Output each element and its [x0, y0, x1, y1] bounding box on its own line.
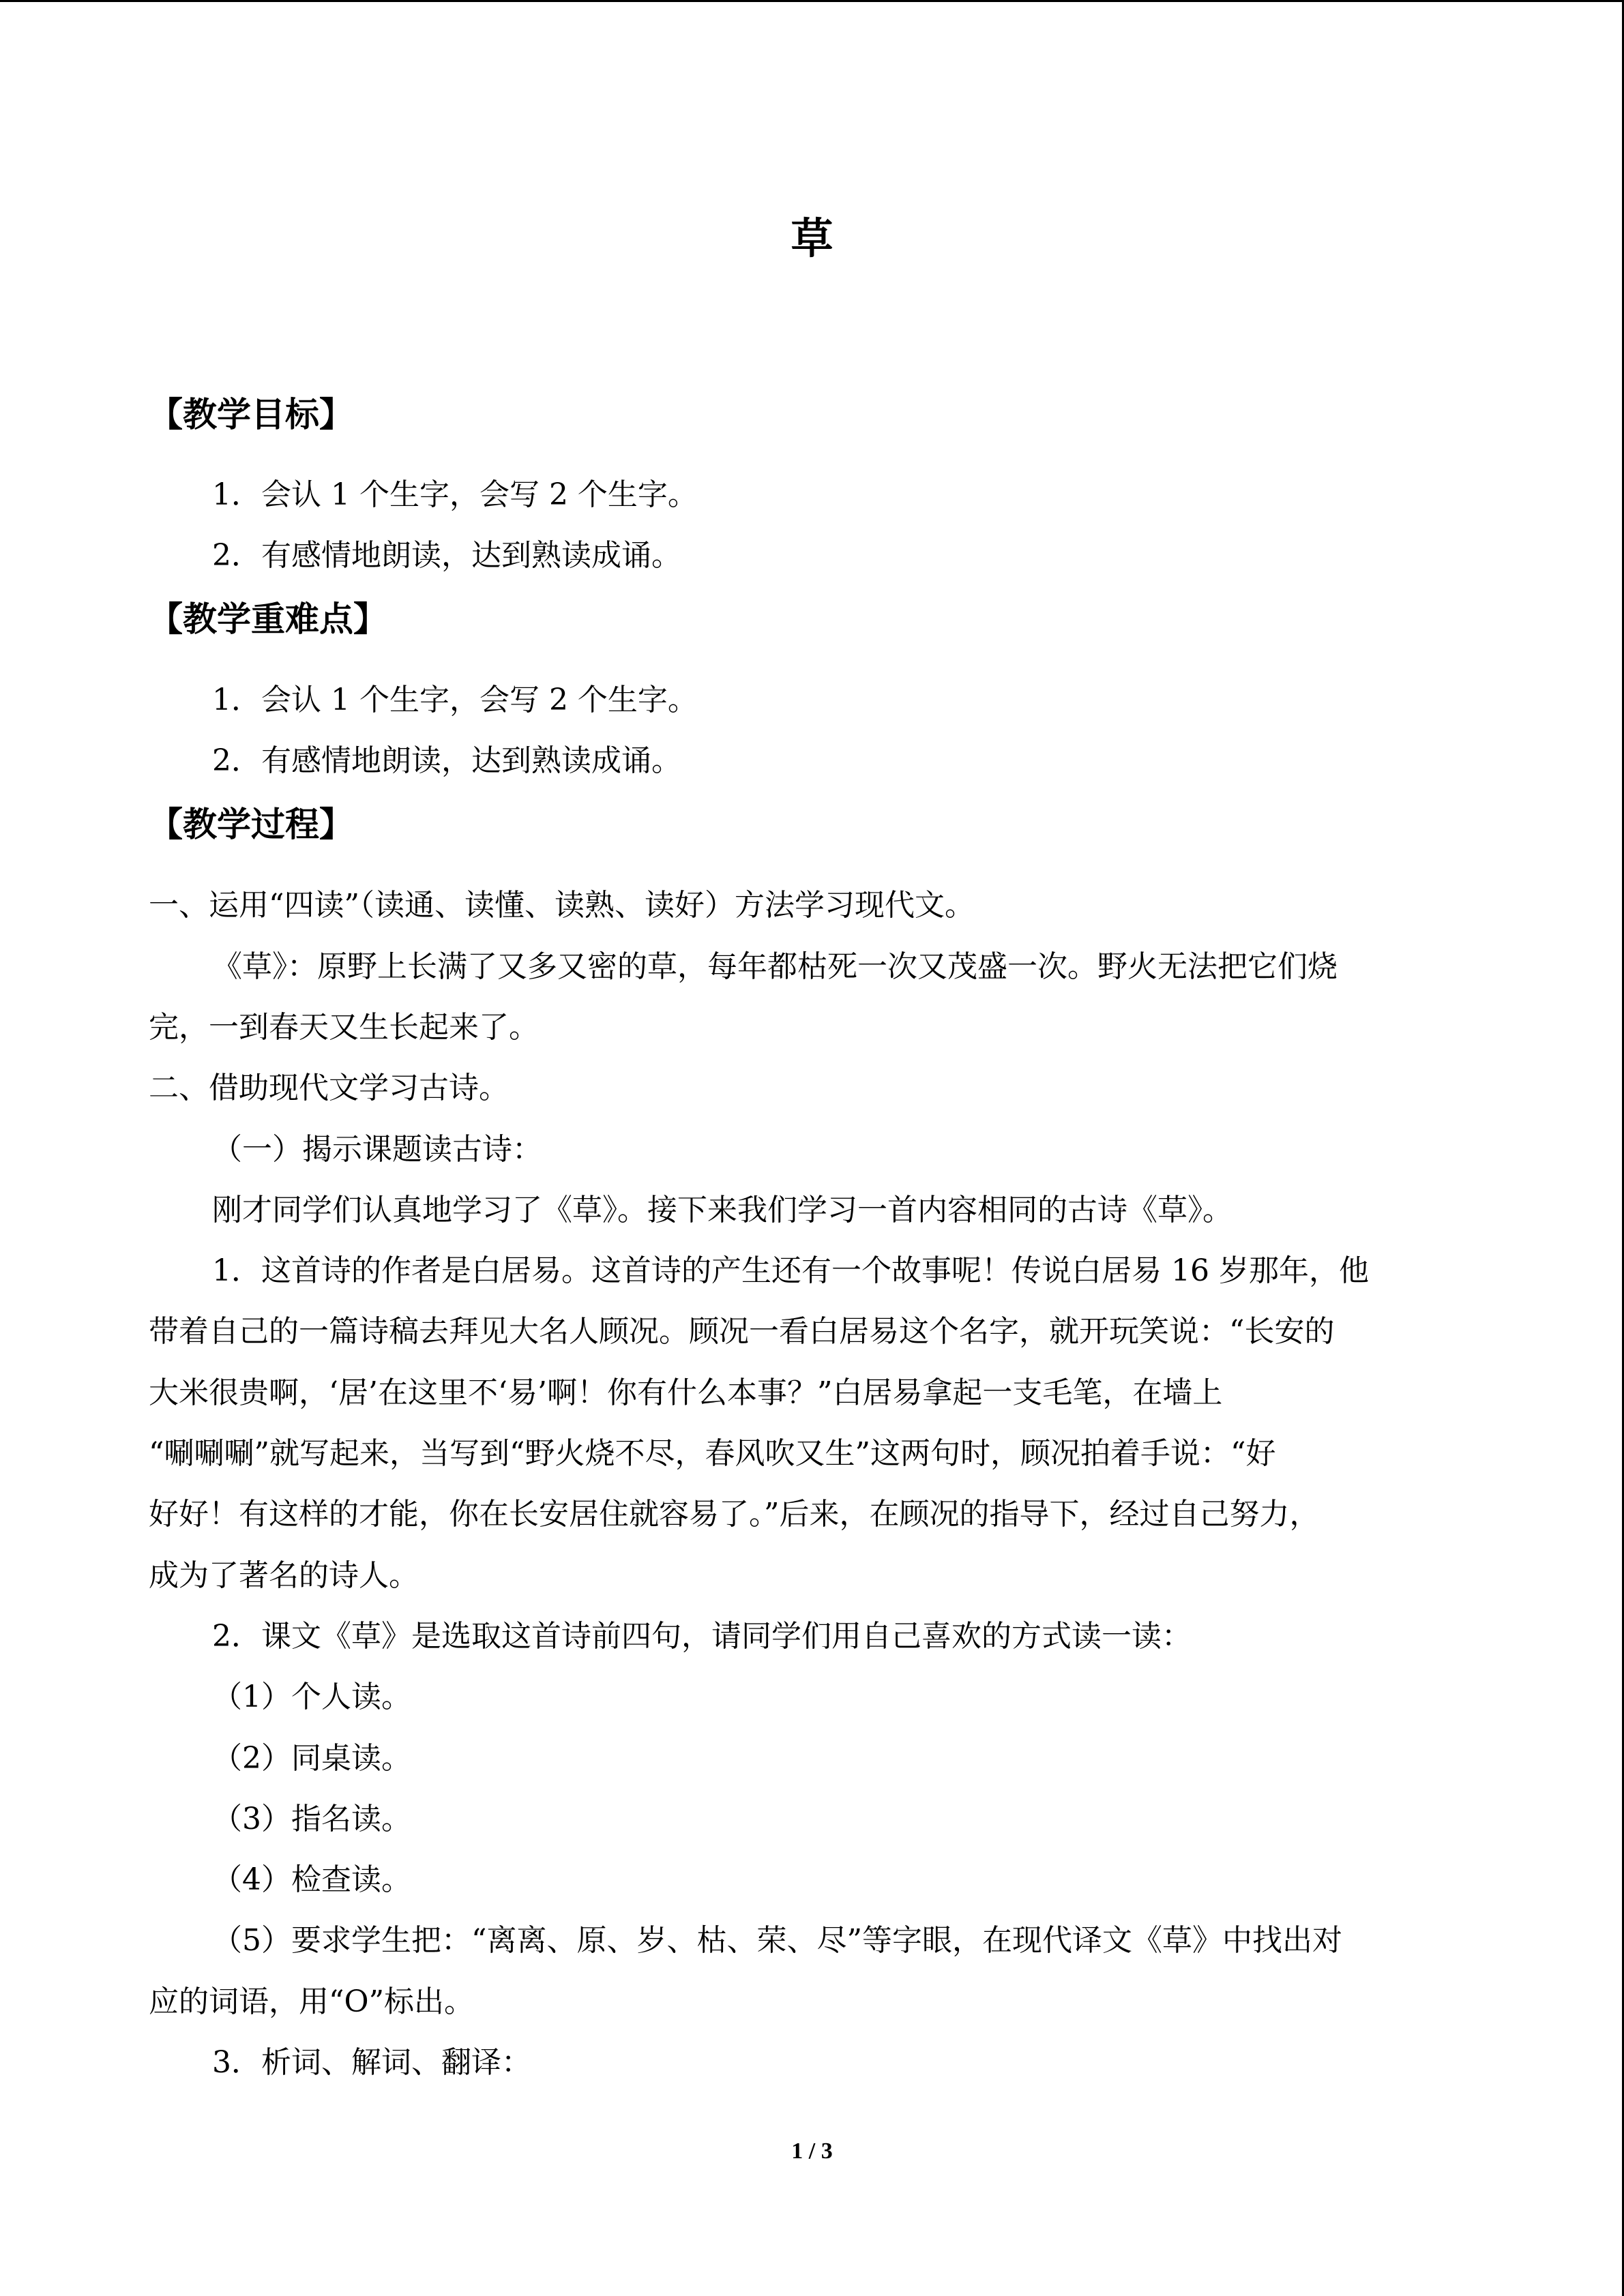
process-line: 好好！有这样的才能，你在长安居住就容易了。”后来，在顾况的指导下，经过自己努力，: [149, 1497, 1320, 1532]
objective-item: 1．会认 1 个生字，会写 2 个生字。: [212, 477, 698, 512]
process-line: 二、借助现代文学习古诗。: [149, 1071, 509, 1105]
key-point-item: 1．会认 1 个生字，会写 2 个生字。: [212, 683, 698, 717]
process-line: 1．这首诗的作者是白居易。这首诗的产生还有一个故事呢！传说白居易 16 岁那年，他: [212, 1253, 1369, 1288]
process-line: 完，一到春天又生长起来了。: [149, 1010, 539, 1045]
process-line: 《草》：原野上长满了又多又密的草，每年都枯死一次又茂盛一次。野火无法把它们烧: [212, 949, 1338, 984]
page-number: 1 / 3: [791, 2138, 833, 2164]
process-line: 带着自己的一篇诗稿去拜见大名人顾况。顾况一看白居易这个名字，就开玩笑说：“长安的: [149, 1314, 1335, 1349]
section-heading-key-points: 【教学重难点】: [149, 599, 387, 639]
process-line: 成为了著名的诗人。: [149, 1558, 419, 1593]
process-line: （3）指名读。: [212, 1802, 411, 1836]
process-line: 3．析词、解词、翻译：: [212, 2045, 531, 2080]
process-line: （2）同桌读。: [212, 1741, 411, 1776]
objective-item: 2．有感情地朗读，达到熟读成诵。: [212, 538, 681, 573]
section-heading-objectives: 【教学目标】: [149, 395, 353, 434]
key-point-item: 2．有感情地朗读，达到熟读成诵。: [212, 743, 681, 778]
process-line: （4）检查读。: [212, 1862, 411, 1897]
process-line: 2．课文《草》是选取这首诗前四句，请同学们用自己喜欢的方式读一读：: [212, 1619, 1192, 1654]
top-border-line: [0, 0, 1624, 2]
process-line: 一、运用“四读”（读通、读懂、读熟、读好）方法学习现代文。: [149, 888, 975, 923]
page-title: 草: [791, 213, 833, 263]
process-line: 大米很贵啊，‘居’在这里不‘易’啊！你有什么本事？”白居易拿起一支毛笔，在墙上: [149, 1375, 1223, 1410]
process-line: 应的词语，用“O”标出。: [149, 1984, 475, 2019]
process-line: 刚才同学们认真地学习了《草》。接下来我们学习一首内容相同的古诗《草》。: [212, 1193, 1232, 1227]
process-line: “唰唰唰”就写起来，当写到“野火烧不尽，春风吹又生”这两句时，顾况拍着手说：“好: [149, 1436, 1276, 1471]
process-line: （1）个人读。: [212, 1680, 411, 1714]
process-line: （一）揭示课题读古诗：: [212, 1132, 542, 1167]
section-heading-process: 【教学过程】: [149, 805, 353, 844]
process-line: （5）要求学生把：“离离、原、岁、枯、荣、尽”等字眼，在现代译文《草》中找出对: [212, 1923, 1342, 1958]
